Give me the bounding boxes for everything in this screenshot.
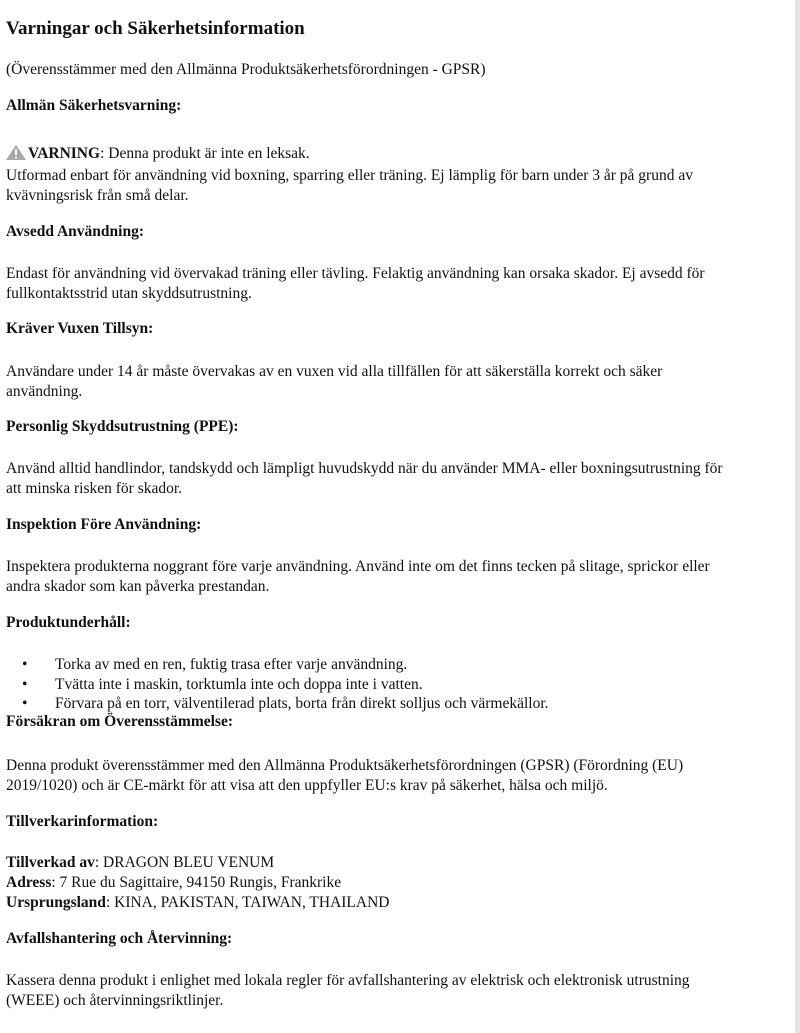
ppe-line2: att minska risken för skador. — [6, 480, 183, 497]
ppe-line1: Använd alltid handlindor, tandskydd och lämpligt huvudskydd när du använder MMA- eller boxningsutrustning för — [6, 460, 723, 477]
intended-use-line1: Endast för användning vid övervakad träning eller tävling. Felaktig användning kan orsaka skador. Ej avsedd för — [6, 265, 705, 282]
list-item — [6, 694, 786, 714]
bullet: • — [22, 695, 28, 712]
manufacturer-details — [6, 853, 786, 913]
warning-text: : Denna produkt är inte en leksak. — [100, 145, 310, 162]
conformity-text — [6, 756, 786, 796]
general-warning-heading: Allmän Säkerhetsvarning: — [6, 97, 182, 114]
list-item — [6, 655, 786, 675]
list-item — [6, 675, 786, 695]
adult-supervision-line1: Användare under 14 år måste övervakas av en vuxen vid alla tillfällen för att säkerställa korrekt och säker — [6, 363, 663, 380]
ppe-heading: Personlig Skyddsutrustning (PPE): — [6, 418, 239, 435]
general-warning-text — [6, 144, 786, 206]
maintenance-list — [6, 655, 786, 714]
waste-line2: (WEEE) och återvinningsriktlinjer. — [6, 992, 224, 1009]
address-value: : 7 Rue du Sagittaire, 94150 Rungis, Frankrike — [51, 874, 342, 891]
adult-supervision-line2: användning. — [6, 383, 83, 400]
list-item-text: Tvätta inte i maskin, torktumla inte och doppa inte i vatten. — [55, 675, 423, 693]
adult-supervision-heading: Kräver Vuxen Tillsyn: — [6, 320, 154, 337]
general-warning-line1: Utformad enbart för användning vid boxning, sparring eller träning. Ej lämplig för barn under 3 år på grund av — [6, 167, 693, 184]
address-label: Adress — [6, 874, 52, 891]
made-by-label: Tillverkad av — [6, 854, 95, 871]
general-warning-line2: kvävningsrisk från små delar. — [6, 187, 189, 204]
adult-supervision-text — [6, 362, 786, 402]
origin-value: : KINA, PAKISTAN, TAIWAN, THAILAND — [105, 894, 390, 911]
conformity-line2: 2019/1020) och är CE-märkt för att visa att den uppfyller EU:s krav på säkerhet, hälsa och miljö. — [6, 777, 608, 794]
inspection-heading: Inspektion Före Användning: — [6, 516, 202, 533]
subtitle: (Överensstämmer med den Allmänna Produktsäkerhetsförordningen - GPSR) — [6, 61, 486, 78]
list-item-text: Torka av med en ren, fuktig trasa efter varje användning. — [55, 656, 408, 673]
intended-use-heading: Avsedd Användning: — [6, 223, 144, 240]
inspection-line1: Inspektera produkterna noggrant före varje användning. Använd inte om det finns tecken på slitage, sprickor eller — [6, 558, 710, 575]
manufacturer-heading: Tillverkarinformation: — [6, 813, 159, 830]
origin-label: Ursprungsland — [6, 894, 106, 911]
list-item-text: Förvara på en torr, välventilerad plats, borta från direkt solljus och värmekällor. — [55, 695, 549, 712]
maintenance-heading: Produktunderhåll: — [6, 614, 131, 631]
made-by-value: : DRAGON BLEU VENUM — [94, 854, 275, 871]
inspection-line2: andra skador som kan påverka prestandan. — [6, 578, 270, 595]
bullet: • — [22, 675, 28, 693]
waste-text — [6, 971, 786, 1011]
ppe-text — [6, 459, 786, 499]
warning-triangle-icon — [6, 145, 28, 166]
warning-label: VARNING — [28, 145, 101, 162]
intended-use-line2: fullkontaktsstrid utan skyddsutrustning. — [6, 285, 252, 302]
scrollbar[interactable] — [795, 0, 800, 1033]
bullet: • — [22, 656, 28, 673]
page-title: Varningar och Säkerhetsinformation — [6, 18, 305, 39]
inspection-text — [6, 557, 786, 597]
intended-use-text — [6, 264, 786, 304]
waste-line1: Kassera denna produkt i enlighet med lokala regler för avfallshantering av elektrisk och elektronisk utrustning — [6, 972, 690, 989]
waste-heading: Avfallshantering och Återvinning: — [6, 930, 233, 947]
conformity-heading: Försäkran om Överensstämmelse: — [6, 713, 234, 730]
conformity-line1: Denna produkt överensstämmer med den Allmänna Produktsäkerhetsförordningen (GPSR) (Förordning (EU) — [6, 757, 684, 774]
